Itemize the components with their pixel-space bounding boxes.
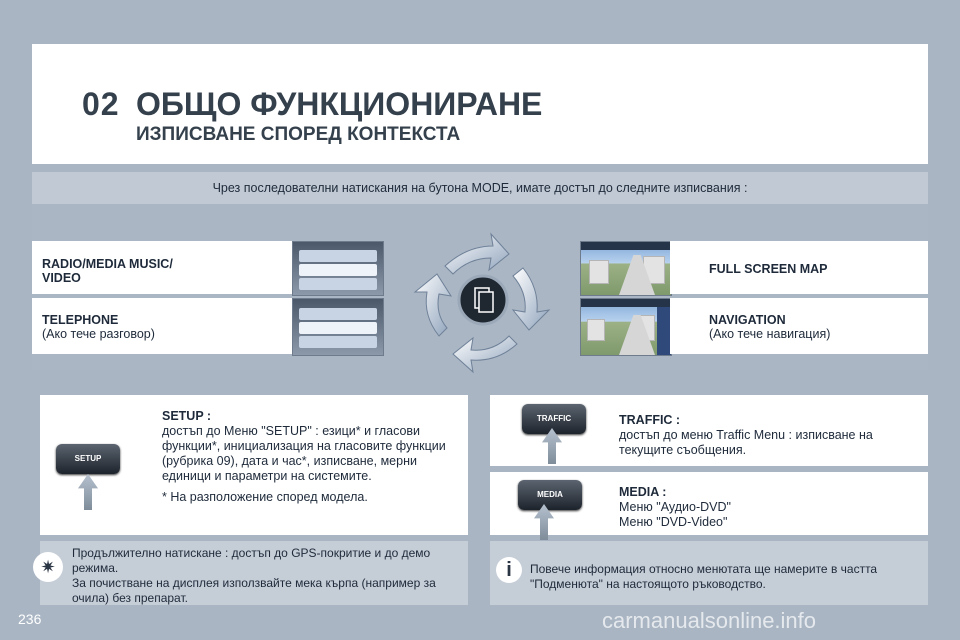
map-building [587,319,605,341]
cycle-arrow-left [415,274,451,336]
telephone-screen-thumbnail [292,298,384,356]
footer-left-line: Продължително натискане : достъп до GPS-покритие и до демо [72,546,431,560]
telephone-note: (Ако тече разговор) [42,327,155,341]
map-topbar [581,242,671,250]
full-screen-map-thumbnail [580,241,672,296]
footer-left-line: очила) без препарат. [72,591,188,605]
setup-line: (рубрика 09), дата и час*, изписване, мерни [162,454,417,468]
cycle-arrow-bottom [453,336,517,372]
media-line: Меню "Аудио-DVD" [619,500,731,514]
setup-hardware-button: SETUP [56,444,120,474]
setup-line: функции*, инициализация на гласовите функции [162,439,446,453]
menu-bar [299,336,377,348]
traffic-hardware-button: TRAFFIC [522,404,586,434]
page-number: 236 [18,611,42,627]
page-title: ОБЩО ФУНКЦИОНИРАНЕ [136,86,543,122]
mode-cycle-arrows [405,228,565,378]
footer-left-line: За почистване на дисплея използвайте мека кърпа (например за [72,576,436,590]
full-screen-map-title: FULL SCREEN MAP [709,262,828,276]
setup-line: достъп до Меню "SETUP" : езици* и гласови [162,424,421,438]
cycle-arrow-right [513,268,549,330]
radio-screen-thumbnail [292,241,384,296]
menu-bar [299,250,377,262]
footer-left-line: режима. [72,561,119,575]
footer-right-line: "Подменюта" на настоящото ръководство. [530,577,766,591]
telephone-row [32,298,292,354]
page-subtitle: ИЗПИСВАНЕ СПОРЕД КОНТЕКСТА [136,124,461,145]
footer-right-line: Повече информация относно менютата ще намерите в частта [530,562,878,576]
full-screen-map-row [670,241,928,294]
map-topbar [581,299,671,307]
media-description [619,485,919,530]
navigation-row [670,298,928,354]
info-icon: i [496,557,522,583]
setup-description [162,409,462,505]
setup-line: единици и параметри на системите. [162,469,372,483]
navigation-title: NAVIGATION [709,313,786,327]
traffic-line: текущите съобщения. [619,443,747,457]
setup-title: SETUP : [162,409,212,423]
navigation-note: (Ако тече навигация) [709,327,831,341]
intro-text: Чрез последователни натискания на бутона MODE, имате достъп до следните изписвания : [32,172,928,204]
chapter-number: 02 [82,86,120,122]
radio-media-title-line1: RADIO/MEDIA MUSIC/ [42,257,173,271]
navigation-map-thumbnail [580,298,672,356]
telephone-title: TELEPHONE [42,313,119,327]
media-title: MEDIA : [619,485,667,499]
menu-bar [299,278,377,290]
watermark: carmanualsonline.info [602,608,817,633]
menu-bar [299,264,377,276]
menu-bar [299,322,377,334]
media-line: Меню "DVD-Video" [619,515,728,529]
footer-right-text [530,562,920,592]
traffic-line: достъп до меню Traffic Menu : изписване на [619,428,873,442]
traffic-description [619,413,919,458]
map-building [589,260,609,284]
cycle-arrow-top [445,234,509,274]
footer-left-text [72,546,462,606]
menu-bar [299,308,377,320]
media-hardware-button: MEDIA [518,480,582,510]
radio-media-title-line2: VIDEO [42,271,81,285]
gear-icon: ✷ [33,552,63,582]
setup-footnote: * На разположение според модела. [162,490,368,504]
navigation-sidebar [657,307,671,355]
radio-media-row [32,241,292,294]
traffic-title: TRAFFIC : [619,413,681,427]
